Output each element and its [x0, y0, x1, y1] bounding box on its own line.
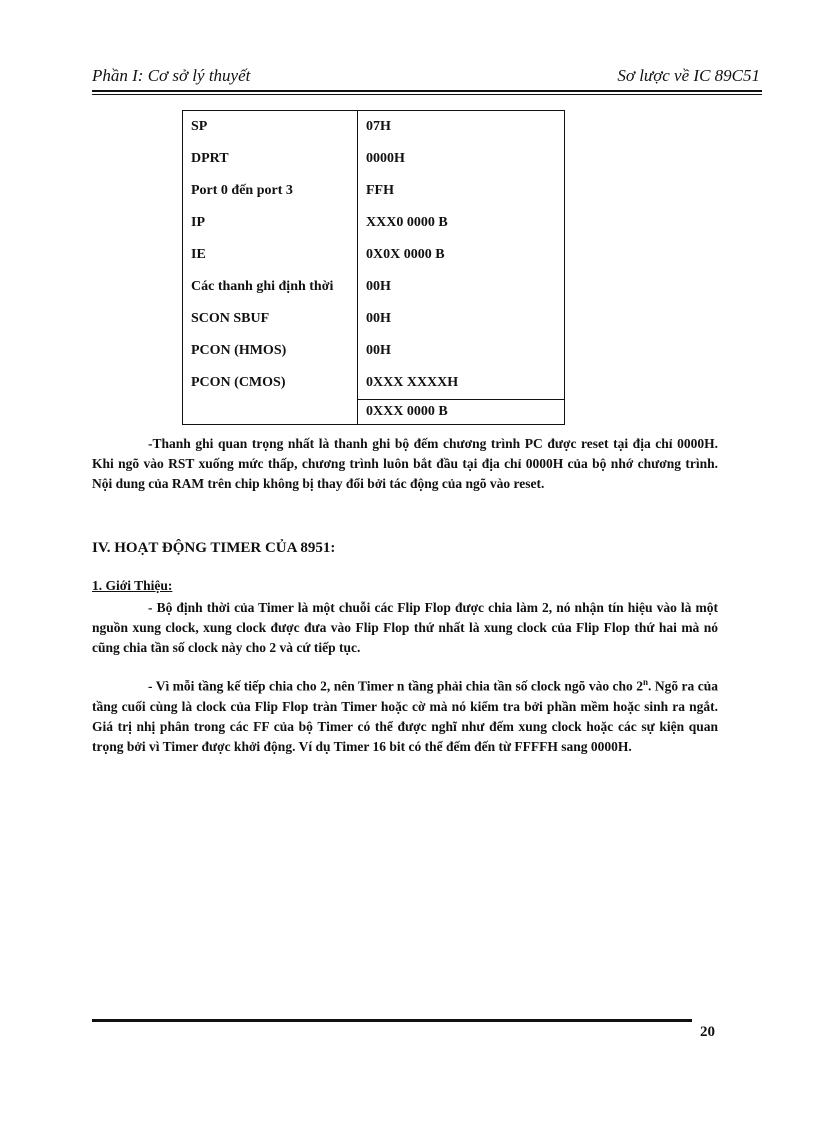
paragraph-stage [92, 672, 718, 757]
register-name: PCON (CMOS) [183, 367, 358, 400]
page-header [92, 64, 762, 86]
register-name: IE [183, 239, 358, 271]
register-value: 0000H [358, 143, 565, 175]
header-rule-thick [92, 90, 762, 92]
register-name: IP [183, 207, 358, 239]
header-rule-thin [92, 94, 762, 95]
register-name: SCON SBUF [183, 303, 358, 335]
table-row [183, 175, 565, 207]
header-chapter-title: Phần I: Cơ sở lý thuyết [92, 66, 251, 85]
table-row [183, 111, 565, 144]
register-value: 0XXX XXXXH [358, 367, 565, 400]
page-number: 20 [700, 1024, 715, 1040]
register-value: 00H [358, 335, 565, 367]
paragraph-stage-part1: - Vì mỗi tầng kế tiếp chia cho 2, nên Timer n tầng phải chia tần số clock ngõ vào cho 2 [148, 678, 643, 694]
table-row [183, 335, 565, 367]
register-value: XXX0 0000 B [358, 207, 565, 239]
subsection-heading: 1. Giới Thiệu: [92, 578, 173, 593]
table-row [183, 367, 565, 400]
register-name: Port 0 đến port 3 [183, 175, 358, 207]
table-row [183, 271, 565, 303]
footer-rule [92, 1019, 692, 1022]
table-row [183, 207, 565, 239]
table-row [183, 239, 565, 271]
paragraph-reset: -Thanh ghi quan trọng nhất là thanh ghi bộ đếm chương trình PC được reset tại địa chỉ 0000H. Khi ngõ vào RST xuống mức thấp, chương trình luôn bắt đầu tại địa chỉ 0000H của bộ nhớ chương trình. Nội dung của RAM trên chip không bị thay đổi bởi tác động của ngõ vào reset. [92, 436, 718, 491]
table-row [183, 143, 565, 175]
table-row [183, 400, 565, 425]
register-name: Các thanh ghi định thời [183, 271, 358, 303]
paragraph-stage-part2: . Ngõ ra của tầng cuối cùng là clock của Flip Flop tràn Timer hoặc cờ mà nó kiểm tra bởi phần mềm hoặc sinh ra ngắt. Giá trị nhị phân trong các FF của bộ Timer có thể được nghĩ như đếm xung clock hoặc các sự kiện quan trọng bởi vì Timer được khởi động. Ví dụ Timer 16 bit có thể đếm đến từ FFFFH sang 0000H. [92, 678, 718, 754]
register-value: FFH [358, 175, 565, 207]
register-value: 07H [358, 111, 565, 144]
register-value: 00H [358, 303, 565, 335]
header-section-title: Sơ lược về IC 89C51 [617, 66, 760, 85]
paragraph-intro: - Bộ định thời của Timer là một chuỗi các Flip Flop được chia làm 2, nó nhận tín hiệu vào là một nguồn xung clock, xung clock được đưa vào Flip Flop thứ nhất là xung clock của Flip Flop thứ hai mà nó cũng chia tần số clock này cho 2 và cứ tiếp tục. [92, 600, 718, 655]
register-reset-table [182, 110, 565, 425]
register-value: 0X0X 0000 B [358, 239, 565, 271]
register-value: 00H [358, 271, 565, 303]
register-name: DPRT [183, 143, 358, 175]
register-value: 0XXX 0000 B [358, 400, 565, 425]
register-name: SP [183, 111, 358, 144]
register-name: PCON (HMOS) [183, 335, 358, 367]
section-heading: IV. HOẠT ĐỘNG TIMER CỦA 8951: [92, 540, 336, 556]
exponent-n: n [642, 677, 648, 687]
register-name [183, 400, 358, 425]
table-row [183, 303, 565, 335]
